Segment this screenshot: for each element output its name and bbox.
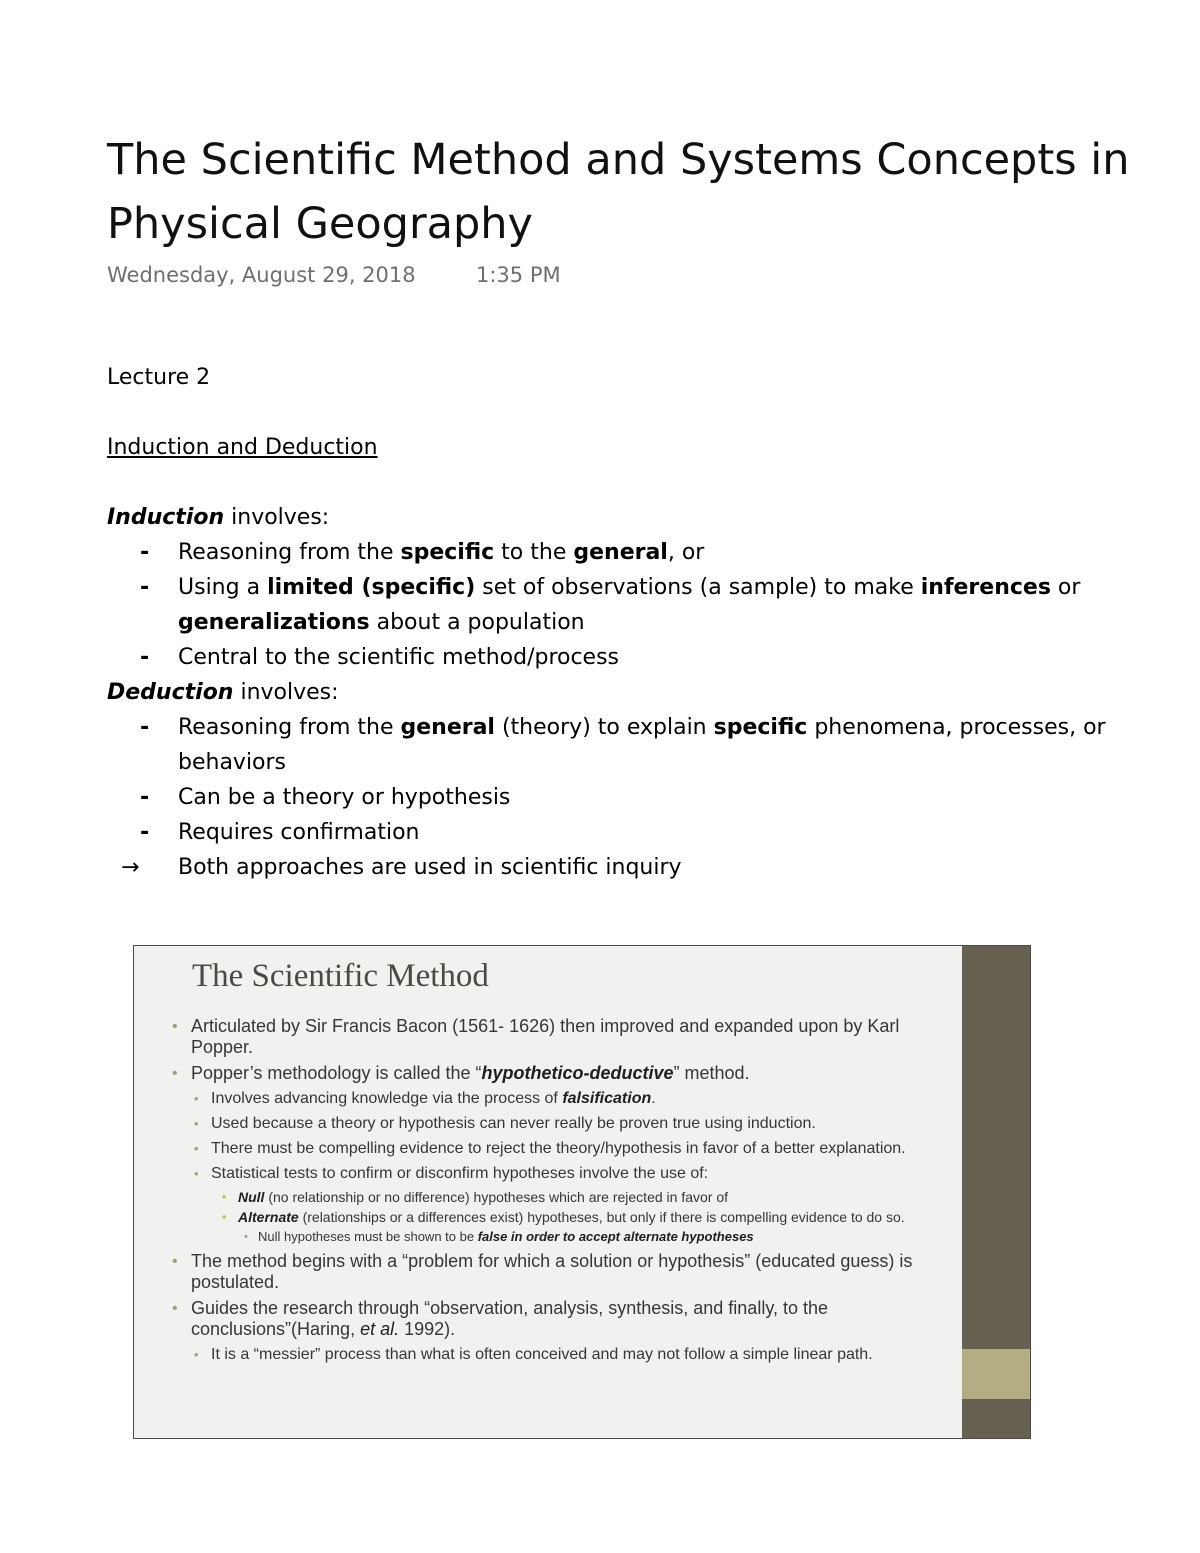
note-date: Wednesday, August 29, 2018 (107, 263, 416, 287)
slide-title: The Scientific Method (192, 958, 489, 994)
slide-text: Involves advancing knowledge via the process of (211, 1090, 563, 1107)
bullet-icon: • (194, 1141, 199, 1156)
lecture-label: Lecture 2 (107, 365, 211, 390)
list-item (140, 710, 1127, 780)
slide-bullet-level-1 (172, 1251, 942, 1293)
list-item (140, 780, 1127, 815)
slide-text: Used because a theory or hypothesis can never really be proven true using induction. (211, 1115, 816, 1132)
slide-body (172, 1016, 942, 1370)
slide-emphasis: hypothetico-deductive (481, 1063, 674, 1083)
slide-text: 1992). (399, 1319, 456, 1339)
list-item (140, 815, 1127, 850)
bold-term: general (400, 715, 495, 740)
slide-text: ” method. (673, 1063, 750, 1083)
slide-bullet-level-2 (172, 1089, 942, 1108)
slide-bullet-level-2 (172, 1139, 942, 1158)
conclusion-text: Both approaches are used in scientific inquiry (178, 855, 682, 880)
slide-emphasis: Null (238, 1189, 265, 1205)
bullet-icon: • (194, 1116, 199, 1131)
item-text: , or (667, 540, 705, 565)
induction-intro (107, 500, 1127, 535)
note-time: 1:35 PM (476, 263, 561, 287)
slide-emphasis: et al. (360, 1319, 400, 1339)
bullet-icon: • (172, 1300, 178, 1317)
slide-bullet-level-3 (172, 1189, 942, 1206)
list-item (140, 535, 1127, 570)
slide-emphasis: Alternate (238, 1209, 299, 1225)
slide-text: Statistical tests to confirm or disconfirm hypotheses involve the use of: (211, 1165, 709, 1182)
dash-marker: - (140, 785, 150, 810)
bullet-icon: • (172, 1253, 178, 1270)
dash-marker: - (140, 540, 150, 565)
item-text: to the (494, 540, 574, 565)
conclusion-list (107, 850, 1127, 885)
dash-marker: - (140, 575, 150, 600)
bullet-icon: • (222, 1190, 227, 1204)
conclusion-item (121, 850, 1127, 885)
bullet-icon: • (172, 1018, 178, 1035)
bold-term: inferences (920, 575, 1051, 600)
slide-text: (relationships or a differences exist) hypotheses, but only if there is compelling evidence to do so. (298, 1209, 905, 1225)
arrow-icon: → (121, 855, 140, 880)
slide-bullet-level-2 (172, 1345, 942, 1364)
item-text: Central to the scientific method/process (178, 645, 620, 670)
bold-term: general (573, 540, 668, 565)
dash-marker: - (140, 645, 150, 670)
slide-text: Guides the research through “observation, analysis, synthesis, and finally, to the conclusions”(Haring, (191, 1298, 829, 1339)
slide-text: The method begins with a “problem for which a solution or hypothesis” (educated guess) is postulated. (191, 1251, 913, 1292)
slide-bullet-level-2 (172, 1164, 942, 1183)
item-text: Reasoning from the (178, 540, 401, 565)
bullet-icon: • (244, 1231, 248, 1243)
slide-bullet-level-1 (172, 1016, 942, 1058)
slide-text: (no relationship or no difference) hypotheses which are rejected in favor of (264, 1189, 729, 1205)
bold-term: limited (specific) (267, 575, 476, 600)
slide-text: Popper’s methodology is called the “ (191, 1063, 482, 1083)
item-text: Reasoning from the (178, 715, 401, 740)
section-heading: Induction and Deduction (107, 435, 378, 460)
bullet-icon: • (194, 1347, 199, 1362)
slide-text: Null hypotheses must be shown to be (258, 1229, 478, 1244)
list-item (140, 640, 1127, 675)
slide-bullet-level-2 (172, 1114, 942, 1133)
slide-bullet-level-3 (172, 1209, 942, 1226)
slide-text: Articulated by Sir Francis Bacon (1561- 1626) then improved and expanded upon by Karl Popper. (191, 1016, 900, 1057)
deduction-intro-text: involves: (233, 680, 339, 705)
slide-emphasis: false in order to accept alternate hypotheses (477, 1229, 754, 1244)
induction-list (107, 535, 1127, 675)
item-text: phenomena, processes, or behaviors (178, 715, 1106, 775)
slide-bullet-level-4 (172, 1229, 942, 1245)
dash-marker: - (140, 715, 150, 740)
bullet-icon: • (222, 1210, 227, 1224)
item-text: Requires confirmation (178, 820, 420, 845)
bold-term: generalizations (178, 610, 370, 635)
bullet-icon: • (194, 1091, 199, 1106)
bullet-icon: • (194, 1166, 199, 1181)
item-text: Can be a theory or hypothesis (178, 785, 511, 810)
page-title: The Scientific Method and Systems Concepts in Physical Geography (107, 135, 1130, 249)
slide-bullet-list (172, 1016, 942, 1364)
item-text: Using a (178, 575, 268, 600)
deduction-term: Deduction (107, 680, 234, 705)
item-text: (theory) to explain (494, 715, 714, 740)
note-body (107, 360, 1127, 885)
slide-bullet-level-1 (172, 1298, 942, 1340)
dash-marker: - (140, 820, 150, 845)
item-text: about a population (369, 610, 585, 635)
slide-text: It is a “messier” process than what is often conceived and may not follow a simple linear path. (211, 1346, 873, 1363)
embedded-slide-image (133, 945, 1031, 1439)
bullet-icon: • (172, 1065, 178, 1082)
slide-emphasis: falsification (562, 1090, 652, 1107)
bold-term: specific (713, 715, 808, 740)
slide-bullet-level-1 (172, 1063, 942, 1084)
slide-text: . (651, 1090, 656, 1107)
induction-intro-text: involves: (224, 505, 330, 530)
slide-sidebar-accent (962, 1349, 1030, 1399)
bold-term: specific (400, 540, 495, 565)
list-item (140, 570, 1127, 640)
slide-text: There must be compelling evidence to reject the theory/hypothesis in favor of a better explanation. (211, 1140, 906, 1157)
deduction-intro (107, 675, 1127, 710)
item-text: or (1050, 575, 1081, 600)
induction-term: Induction (107, 505, 225, 530)
deduction-list (107, 710, 1127, 850)
item-text: set of observations (a sample) to make (475, 575, 921, 600)
